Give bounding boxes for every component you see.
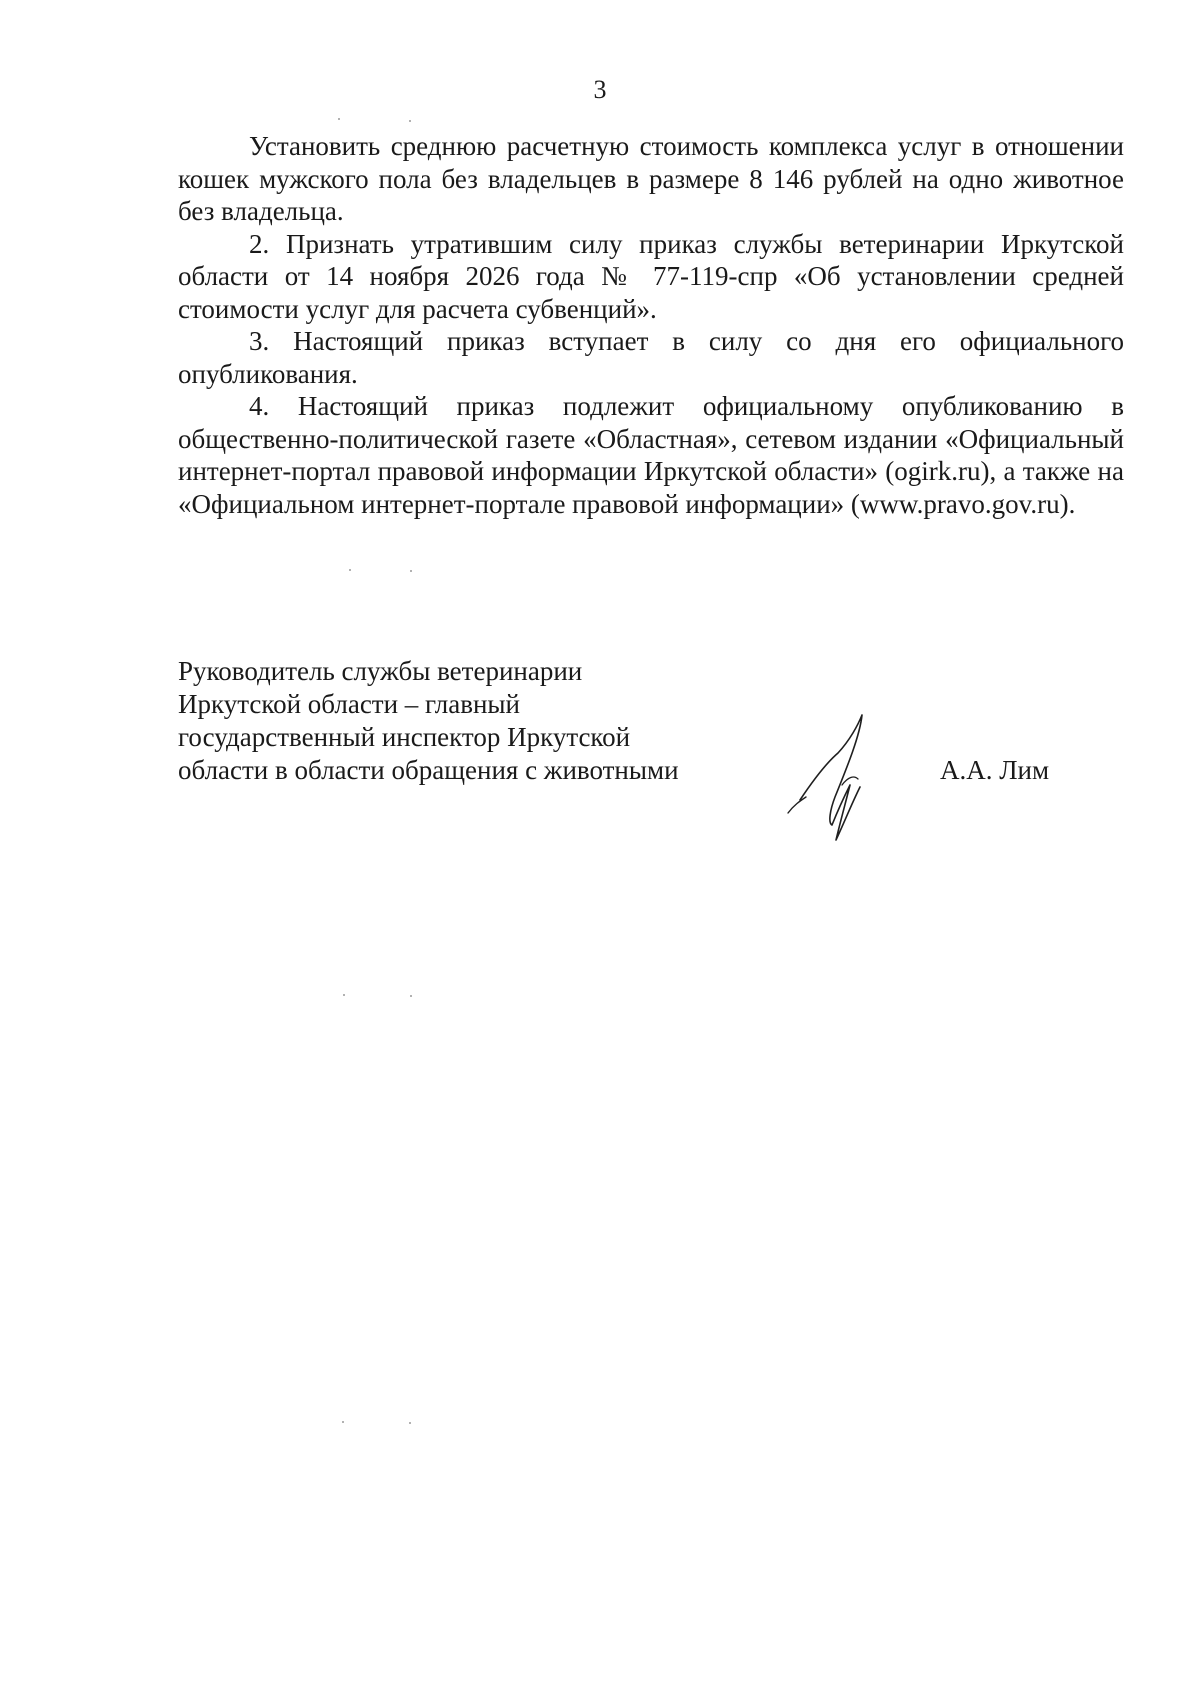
paragraph-1: Установить среднюю расчетную стоимость комплекса услуг в отношении кошек мужского пола без владельцев в размере 8 146 рублей на одно животное без владельца.	[178, 131, 1124, 226]
paragraph-3: 3. Настоящий приказ вступает в силу со дня его официального опубликования.	[178, 326, 1124, 389]
signer-name: А.А. Лим	[940, 755, 1050, 785]
scan-speck	[338, 118, 340, 120]
paragraph-4: 4. Настоящий приказ подлежит официальному опубликованию в общественно-политической газете «Областная», сетевом издании «Официальный интернет-портал правовой информации Иркутской области» (ogirk.ru), а также на «Официальном интернет-портале правовой информации» (www.pravo.gov.ru).	[178, 391, 1124, 519]
scan-speck	[409, 1422, 411, 1424]
page-number: 3	[593, 75, 607, 104]
scan-speck	[342, 1421, 344, 1423]
scan-speck	[409, 120, 411, 122]
handwritten-signature	[780, 705, 900, 855]
scan-speck	[349, 569, 351, 571]
signatory-title	[178, 655, 718, 787]
signatory-title-line: государственный инспектор Иркутской	[178, 722, 631, 752]
signatory-title-line: Руководитель службы ветеринарии	[178, 656, 583, 686]
signatory-title-line: Иркутской области – главный	[178, 689, 520, 719]
signatory-title-line: области в области обращения с животными	[178, 755, 679, 785]
paragraph-2: 2. Признать утратившим силу приказ службы ветеринарии Иркутской области от 14 ноября 2026 года № 77-119-спр «Об установлении средней стоимости услуг для расчета субвенций».	[178, 228, 1124, 324]
body-text	[178, 130, 1124, 520]
scan-speck	[343, 994, 345, 996]
scan-speck	[410, 570, 412, 572]
scan-speck	[410, 995, 412, 997]
